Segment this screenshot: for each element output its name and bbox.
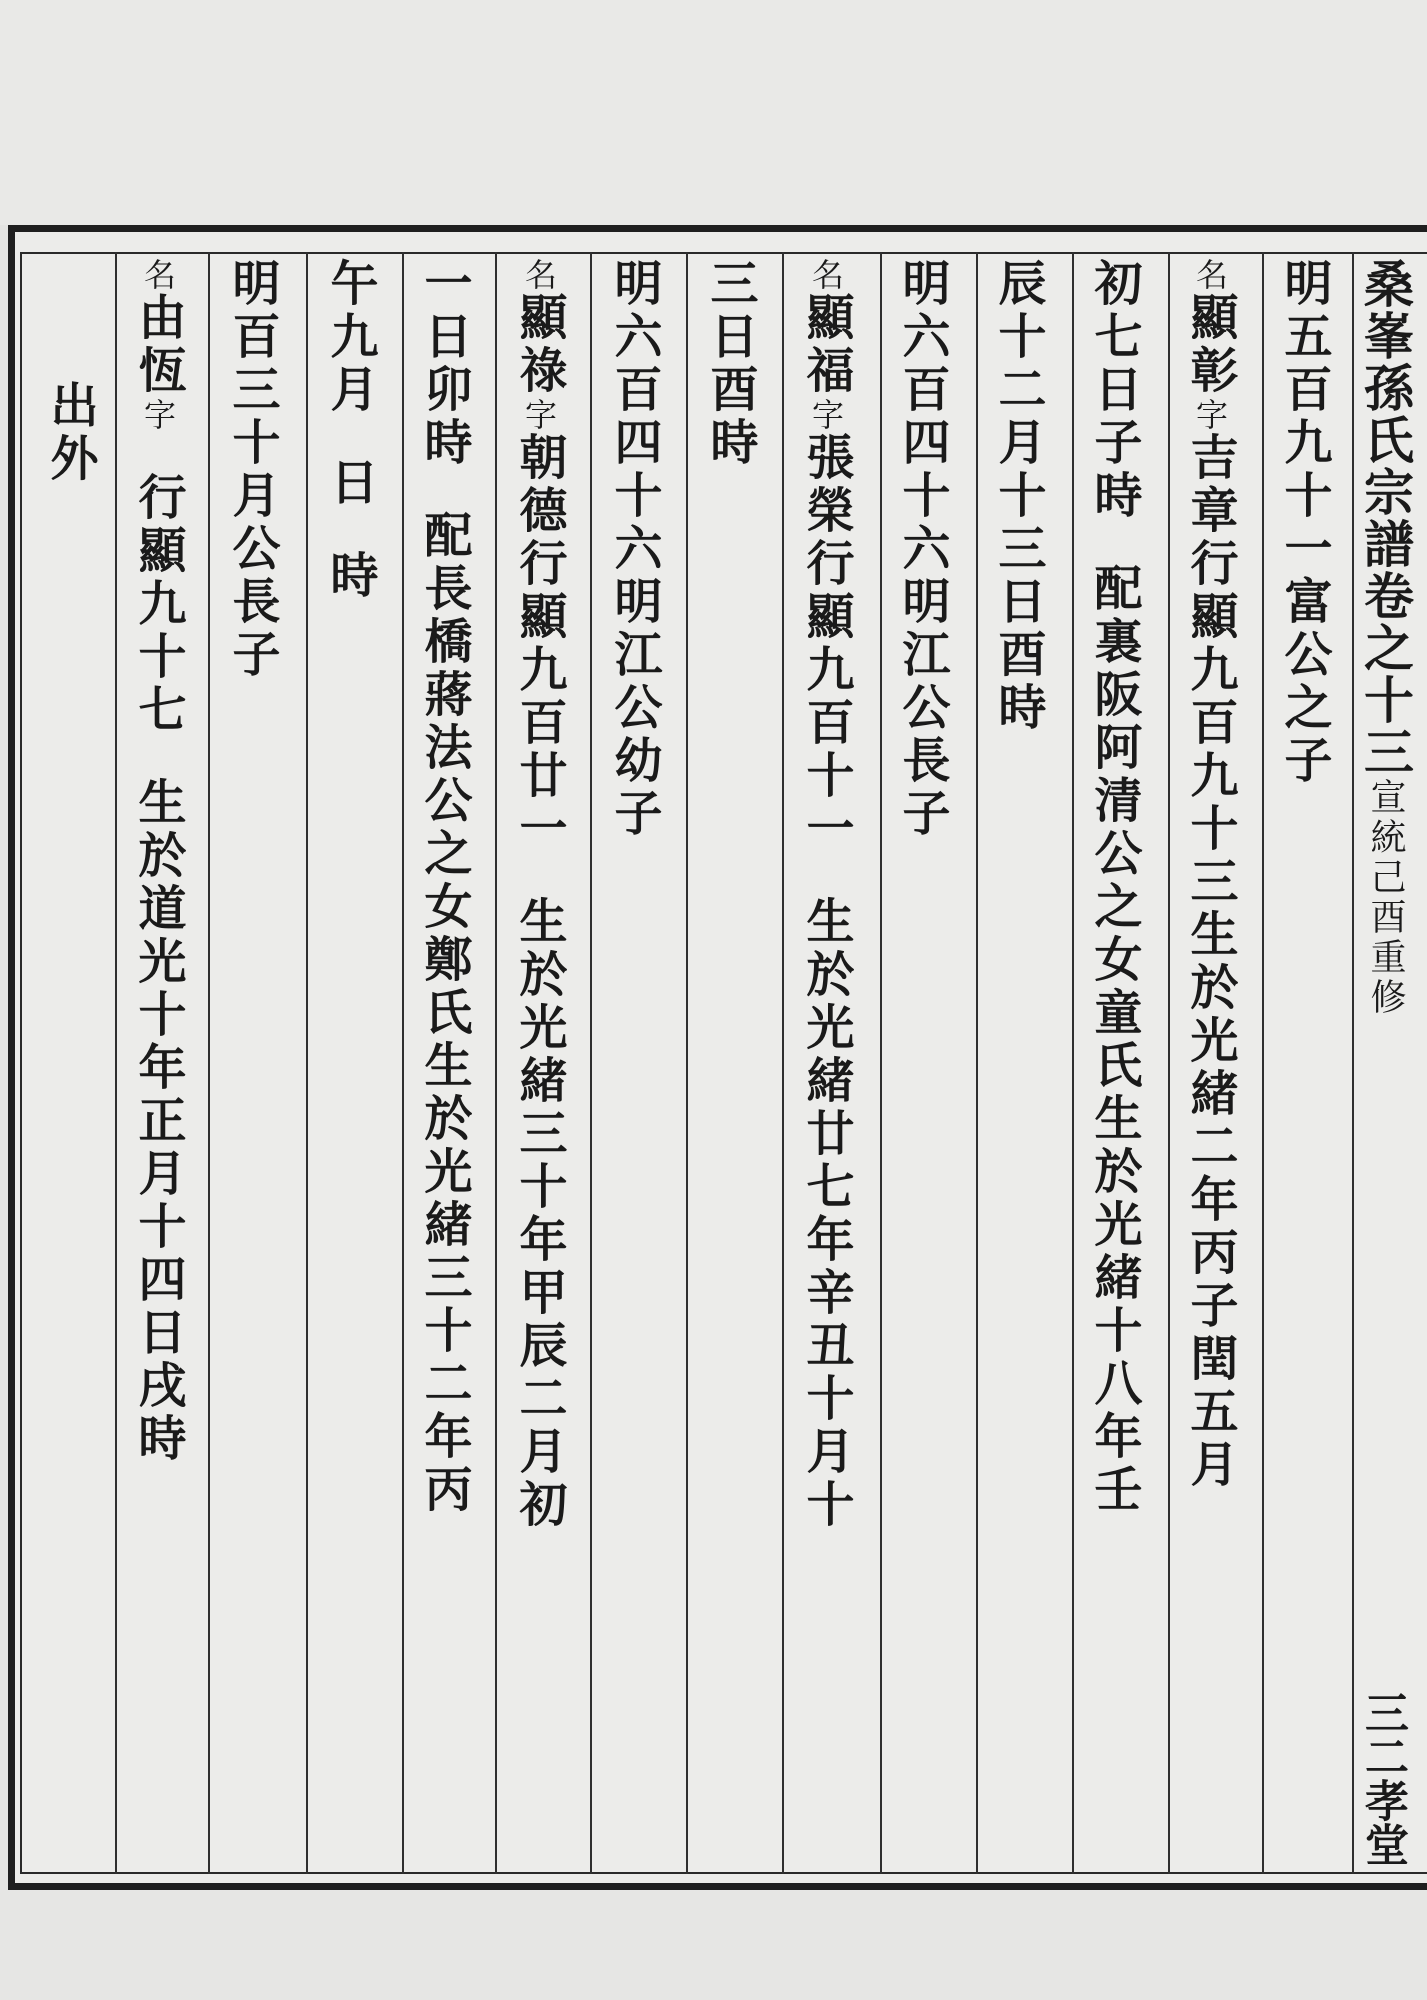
column-rule xyxy=(495,252,497,1874)
column-rule xyxy=(402,252,404,1874)
text-column-5: 明六百四十六明江公長子 xyxy=(894,258,950,841)
book-title: 桑峯孫氏宗譜 xyxy=(1356,258,1415,570)
text-column-4: 辰十二月十三日酉時 xyxy=(990,258,1046,735)
text-column-12: 明百三十月公長子 xyxy=(224,258,280,682)
text-column-2: 名顯彰字吉章行顯九百九十三生於光緒二年丙子閏五月 xyxy=(1182,258,1238,1492)
page-top-margin xyxy=(0,0,1427,225)
column-rule xyxy=(1072,252,1074,1874)
text-column-10: 一日卯時配長橋蔣法公之女鄭氏生於光緒三十二年丙 xyxy=(416,258,472,1517)
text-column-9: 名顯祿字朝德行顯九百廿一生於光緒三十年甲辰二月初 xyxy=(511,258,567,1532)
text-column-8: 明六百四十六明江公幼子 xyxy=(606,258,662,841)
column-rule xyxy=(976,252,978,1874)
page-bottom-margin xyxy=(0,1890,1427,2000)
text-column-6: 名顯福字張榮行顯九百十一生於光緒廿七年辛丑十月十 xyxy=(798,258,854,1532)
column-rule xyxy=(208,252,210,1874)
column-rule xyxy=(306,252,308,1874)
column-rule xyxy=(1352,252,1354,1874)
text-column-3: 初七日子時配裏阪阿清公之女童氏生於光緒十八年壬 xyxy=(1086,258,1142,1517)
text-column-7: 三日酉時 xyxy=(702,258,758,470)
column-rule xyxy=(590,252,592,1874)
text-column-13: 名由恆字行顯九十七生於道光十年正月十四日戌時 xyxy=(130,258,186,1466)
edition-label: 宣統己酉重修 xyxy=(1365,778,1406,1018)
text-column-14: 出外 xyxy=(42,380,98,486)
folio-label xyxy=(1357,1690,1408,1866)
hall-name: 孝堂 xyxy=(1357,1778,1408,1866)
text-column-1: 明五百九十一富公之子 xyxy=(1276,258,1332,788)
column-rule xyxy=(686,252,688,1874)
column-rule xyxy=(880,252,882,1874)
column-rule xyxy=(115,252,117,1874)
volume-label: 卷之十三 xyxy=(1356,570,1415,778)
column-rule xyxy=(782,252,784,1874)
genealogy-header xyxy=(1356,258,1415,1018)
text-column-11: 午九月日時 xyxy=(322,258,378,603)
column-rule xyxy=(1168,252,1170,1874)
column-rule xyxy=(1262,252,1264,1874)
folio-number: 三二 xyxy=(1357,1690,1408,1778)
